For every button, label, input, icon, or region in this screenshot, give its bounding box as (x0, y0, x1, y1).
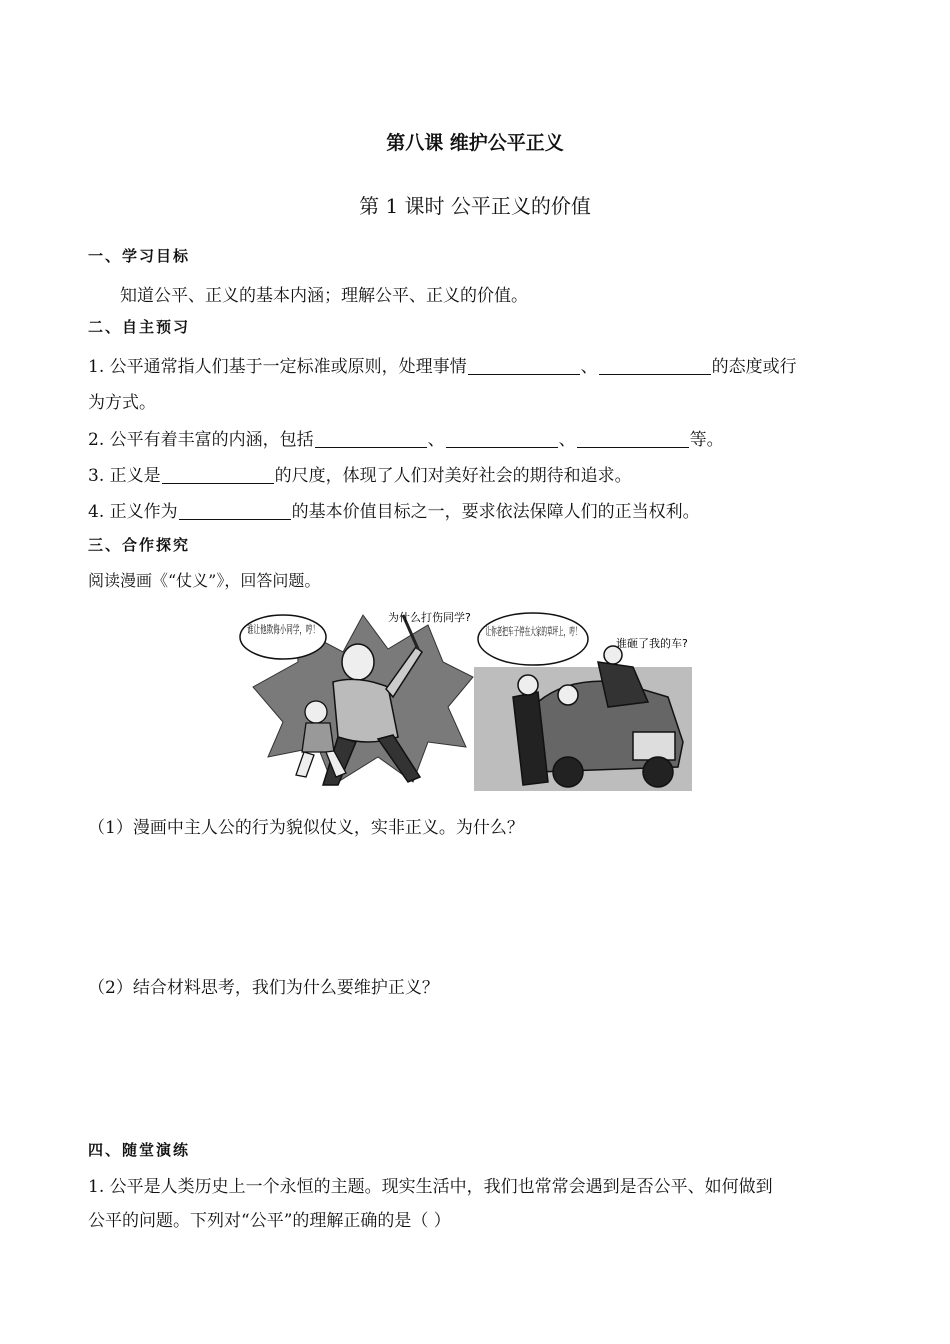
question-text: 的尺度，体现了人们对美好社会的期待和追求。 (274, 466, 632, 486)
lesson-title: 第八课 维护公平正义 (386, 132, 564, 154)
car-scene (474, 646, 692, 791)
practice-question-1-cont: 公平的问题。下列对“公平”的理解正确的是（ ） (88, 1211, 451, 1231)
fill-blank[interactable] (315, 429, 427, 448)
comic-bubble-right-b: 谁砸了我的车? (616, 637, 688, 650)
fill-blank[interactable] (599, 356, 711, 375)
preview-question-1-cont: 为方式。 (88, 393, 156, 413)
preview-question-2 (88, 425, 724, 450)
separator: 、 (558, 430, 576, 450)
question-text: 2. 公平有着丰富的内涵，包括 (88, 430, 314, 450)
fill-blank[interactable] (468, 356, 580, 375)
fill-blank[interactable] (577, 429, 689, 448)
preview-question-3 (88, 461, 632, 486)
separator: 、 (427, 430, 445, 450)
objectives-text: 知道公平、正义的基本内涵；理解公平、正义的价值。 (120, 286, 528, 306)
question-text: 1. 公平通常指人们基于一定标准或原则，处理事情 (88, 357, 467, 377)
question-text: 等。 (689, 430, 724, 450)
lesson-subtitle: 第 1 课时 公平正义的价值 (359, 194, 591, 218)
question-text: 的态度或行 (711, 357, 797, 377)
section-heading-objectives: 一、学习目标 (88, 247, 191, 265)
comic-bubble-left: 谁让他欺侮小同学，哼！ (247, 623, 368, 636)
practice-question-1: 1. 公平是人类历史上一个永恒的主题。现实生活中，我们也常常会遇到是否公平、如何做到 (88, 1177, 773, 1197)
section-heading-practice: 四、随堂演练 (88, 1141, 191, 1159)
separator: 、 (580, 357, 598, 377)
fill-blank[interactable] (162, 465, 274, 484)
explore-question-2: （2）结合材料思考，我们为什么要维护正义？ (88, 978, 439, 998)
section-heading-explore: 三、合作探究 (88, 536, 191, 554)
explore-intro: 阅读漫画《“仗义”》，回答问题。 (88, 571, 321, 590)
comic-bubble-center: 为什么打伤同学? (388, 611, 471, 624)
comic-bubble-right-a: 让你老把车子停在大家的草坪上，哼！ (485, 625, 673, 638)
fill-blank[interactable] (179, 501, 291, 520)
section-heading-preview: 二、自主预习 (88, 318, 191, 336)
question-text: 3. 正义是 (88, 466, 161, 486)
fill-blank[interactable] (446, 429, 558, 448)
comic-illustration (238, 607, 694, 791)
preview-question-4 (88, 497, 700, 522)
explore-question-1: （1）漫画中主人公的行为貌似仗义，实非正义。为什么？ (88, 818, 524, 838)
question-text: 4. 正义作为 (88, 502, 178, 522)
question-text: 的基本价值目标之一，要求依法保障人们的正当权利。 (291, 502, 700, 522)
preview-question-1 (88, 352, 797, 377)
